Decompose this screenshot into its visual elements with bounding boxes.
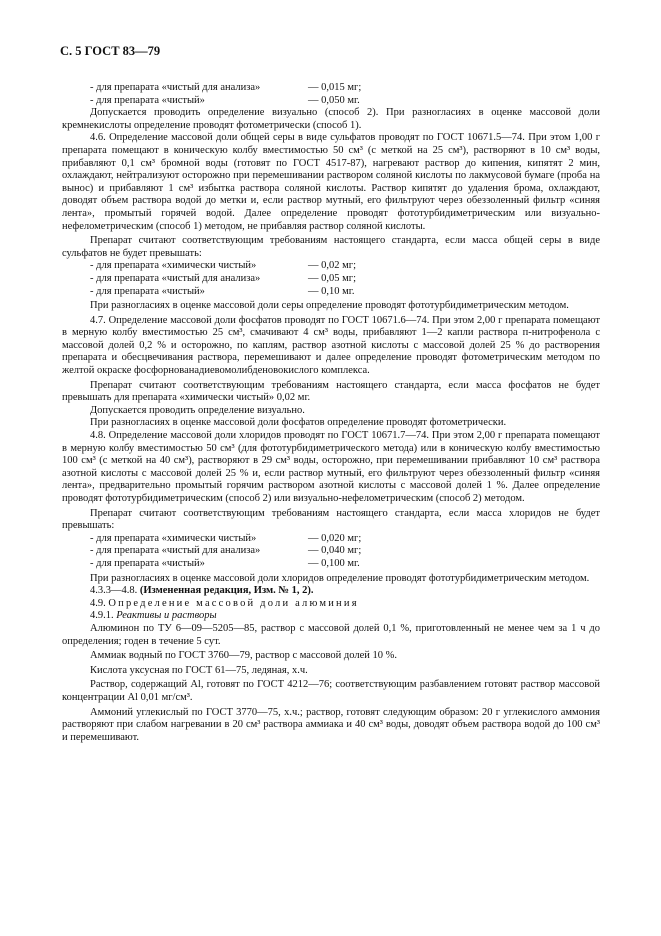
paragraph: Допускается проводить определение визуально. — [90, 404, 305, 416]
page-header: С. 5 ГОСТ 83—79 — [60, 44, 161, 58]
paragraph-section-4-8: 4.8. Определение массовой доли хлоридов проводят по ГОСТ 10671.7—74. При этом 2,00 г препарата помещают в мерную колбу вместимостью 50 см³ (для фототурбидиметрического метода) или в коническую колбу вместимостью 100 см³ (с меткой на 40 см³), растворяют в 29 см³ воды, осторожно, при перемешивании прибавляют 10 см³ раствора азотной кислоты с массовой долей 25 % и, если раствор мутный, его фильтруют через обеззоленный фильтр «синяя лента», предварительно промытый горячим раствором азотной кислоты с массовой долей 1 %. Далее определение проводят фототурбидиметрическим (способ 2) или визуально-нефелометрическим (способ 2) методом. — [62, 430, 600, 504]
list-item — [90, 545, 600, 558]
paragraph-section-4-6: 4.6. Определение массовой доли общей серы в виде сульфатов проводят по ГОСТ 10671.5—74. При этом 1,00 г препарата помещают в коническую колбу вместимостью 50 см³ (с меткой на 25 см³), растворяют в 10 см³ воды, прибавляют 0,1 см³ бромной воды (готовят по ГОСТ 4517-87), нагревают раствор до кипения, кипятят 2 мин, охлаждают, нейтрализуют осторожно при перемешивании раствором соляной кислоты по лакмусовой бумаге (проба на вынос) и прибавляют 1 см³ избытка раствора соляной кислоты. Раствор кипятят до удаления брома, охлаждают, доводят объем раствора водой до метки и, если раствор мутный, его фильтруют через обеззоленный фильтр «синяя лента», промытый горячей водой. Далее определение проводят фототурбидиметрическим или визуально-нефелометрическим (способ 1) методом, не прибавляя раствор соляной кислоты. — [62, 132, 600, 232]
paragraph: При разногласиях в оценке массовой доли серы определение проводят фототурбидиметрическим методом. — [90, 300, 569, 312]
paragraph: Препарат считают соответствующим требованиям настоящего стандарта, если масса фосфатов не будет превышать для препарата «химически чистый» 0,02 мг. — [62, 379, 600, 404]
list-item-name: - для препарата «химически чистый» — [90, 532, 257, 544]
amendment-note — [62, 585, 600, 598]
amendment-range: 4.3.3—4.8. — [90, 585, 138, 597]
section-title: Определение массовой доли алюминия — [108, 597, 359, 609]
paragraph: Аммиак водный по ГОСТ 3760—79, раствор с массовой долей 10 %. — [90, 650, 398, 662]
list-item-name: - для препарата «чистый» — [90, 285, 205, 297]
list-item-value: — 0,015 мг; — [308, 82, 362, 93]
paragraph: Допускается проводить определение визуально (способ 2). При разногласиях в оценке массовой доли кремнекислоты определение проводят фотометрически (способ 1). — [62, 107, 600, 131]
list-item-value: — 0,02 мг; — [308, 260, 356, 272]
paragraph: Раствор, содержащий Al, готовят по ГОСТ 4212—76; соответствующим разбавлением готовят раствор массовой концентрации Al 0,01 мг/см³. — [62, 679, 600, 703]
paragraph: Аммоний углекислый по ГОСТ 3770—75, х.ч.; раствор, готовят следующим образом: 20 г углекислого аммония растворяют при слабом нагревании в 20 см³ раствора аммиака и 40 см³ воды, доводят объем раствора водой до 100 см³ и перемешивают. — [62, 706, 600, 743]
list-item-name: - для препарата «чистый» — [90, 557, 205, 569]
list-item-name: - для препарата «чистый для анализа» — [90, 272, 261, 284]
list-item-value: — 0,100 мг. — [308, 557, 360, 569]
paragraph: Алюминон по ТУ 6—09—5205—85, раствор с массовой долей 0,1 %, приготовленный не менее чем за 1 ч до определения; годен в течение 5 сут. — [62, 622, 600, 647]
list-item-name: - для препарата «чистый для анализа» — [90, 545, 261, 557]
section-number: 4.9. — [90, 597, 106, 609]
list-item — [90, 286, 600, 299]
list-item — [90, 273, 600, 286]
list-item-value: — 0,10 мг. — [308, 285, 355, 297]
list-item-value: — 0,050 мг. — [308, 94, 360, 106]
subsection-title: Реактивы и растворы — [116, 610, 217, 622]
limits-list-sulfur — [62, 260, 600, 298]
limits-list-chlorides — [62, 533, 600, 571]
list-item-value: — 0,040 мг; — [308, 545, 362, 557]
list-item-name: - для препарата «химически чистый» — [90, 260, 257, 272]
paragraph: При разногласиях в оценке массовой доли хлоридов определение проводят фототурбидиметрическим методом. — [90, 572, 590, 584]
list-item — [90, 558, 600, 571]
limits-list-silicic — [62, 82, 600, 107]
subsection-heading-4-9-1 — [62, 610, 600, 623]
list-item-value: — 0,05 мг; — [308, 272, 356, 284]
list-item-name: - для препарата «чистый» — [90, 94, 205, 106]
list-item — [90, 533, 600, 546]
paragraph: Препарат считают соответствующим требованиям настоящего стандарта, если масса хлоридов не будет превышать: — [62, 507, 600, 532]
paragraph-section-4-7: 4.7. Определение массовой доли фосфатов проводят по ГОСТ 10671.6—74. При этом 2,00 г препарата помещают в мерную колбу вместимостью 25 см³, смачивают 4 см³ воды, прибавляют 1—2 капли раствора п-нитрофенола с массовой долей 0,2 % и осторожно, по каплям, раствор азотной кислоты с массовой долей 25 % до растворения препарата и обесцвечивания раствора, перемешивают и далее определение проводят фотометрическим методом по желтой окраске фосфорнованадиевомолибденовокислого комплекса. — [62, 314, 600, 377]
list-item — [90, 260, 600, 273]
paragraph: Препарат считают соответствующим требованиям настоящего стандарта, если масса общей серы в виде сульфатов не будет превышать: — [62, 235, 600, 259]
subsection-number: 4.9.1. — [90, 610, 114, 622]
list-item-name: - для препарата «чистый для анализа» — [90, 82, 261, 93]
list-item — [90, 95, 600, 108]
list-item — [90, 82, 600, 95]
section-heading-4-9 — [62, 598, 600, 611]
list-item-value: — 0,020 мг; — [308, 532, 362, 544]
document-body — [62, 82, 600, 744]
paragraph: При разногласиях в оценке массовой доли фосфатов определение проводят фотометрически. — [90, 417, 507, 429]
paragraph: Кислота уксусная по ГОСТ 61—75, ледяная, х.ч. — [90, 664, 308, 676]
amendment-text: (Измененная редакция, Изм. № 1, 2). — [139, 585, 314, 597]
